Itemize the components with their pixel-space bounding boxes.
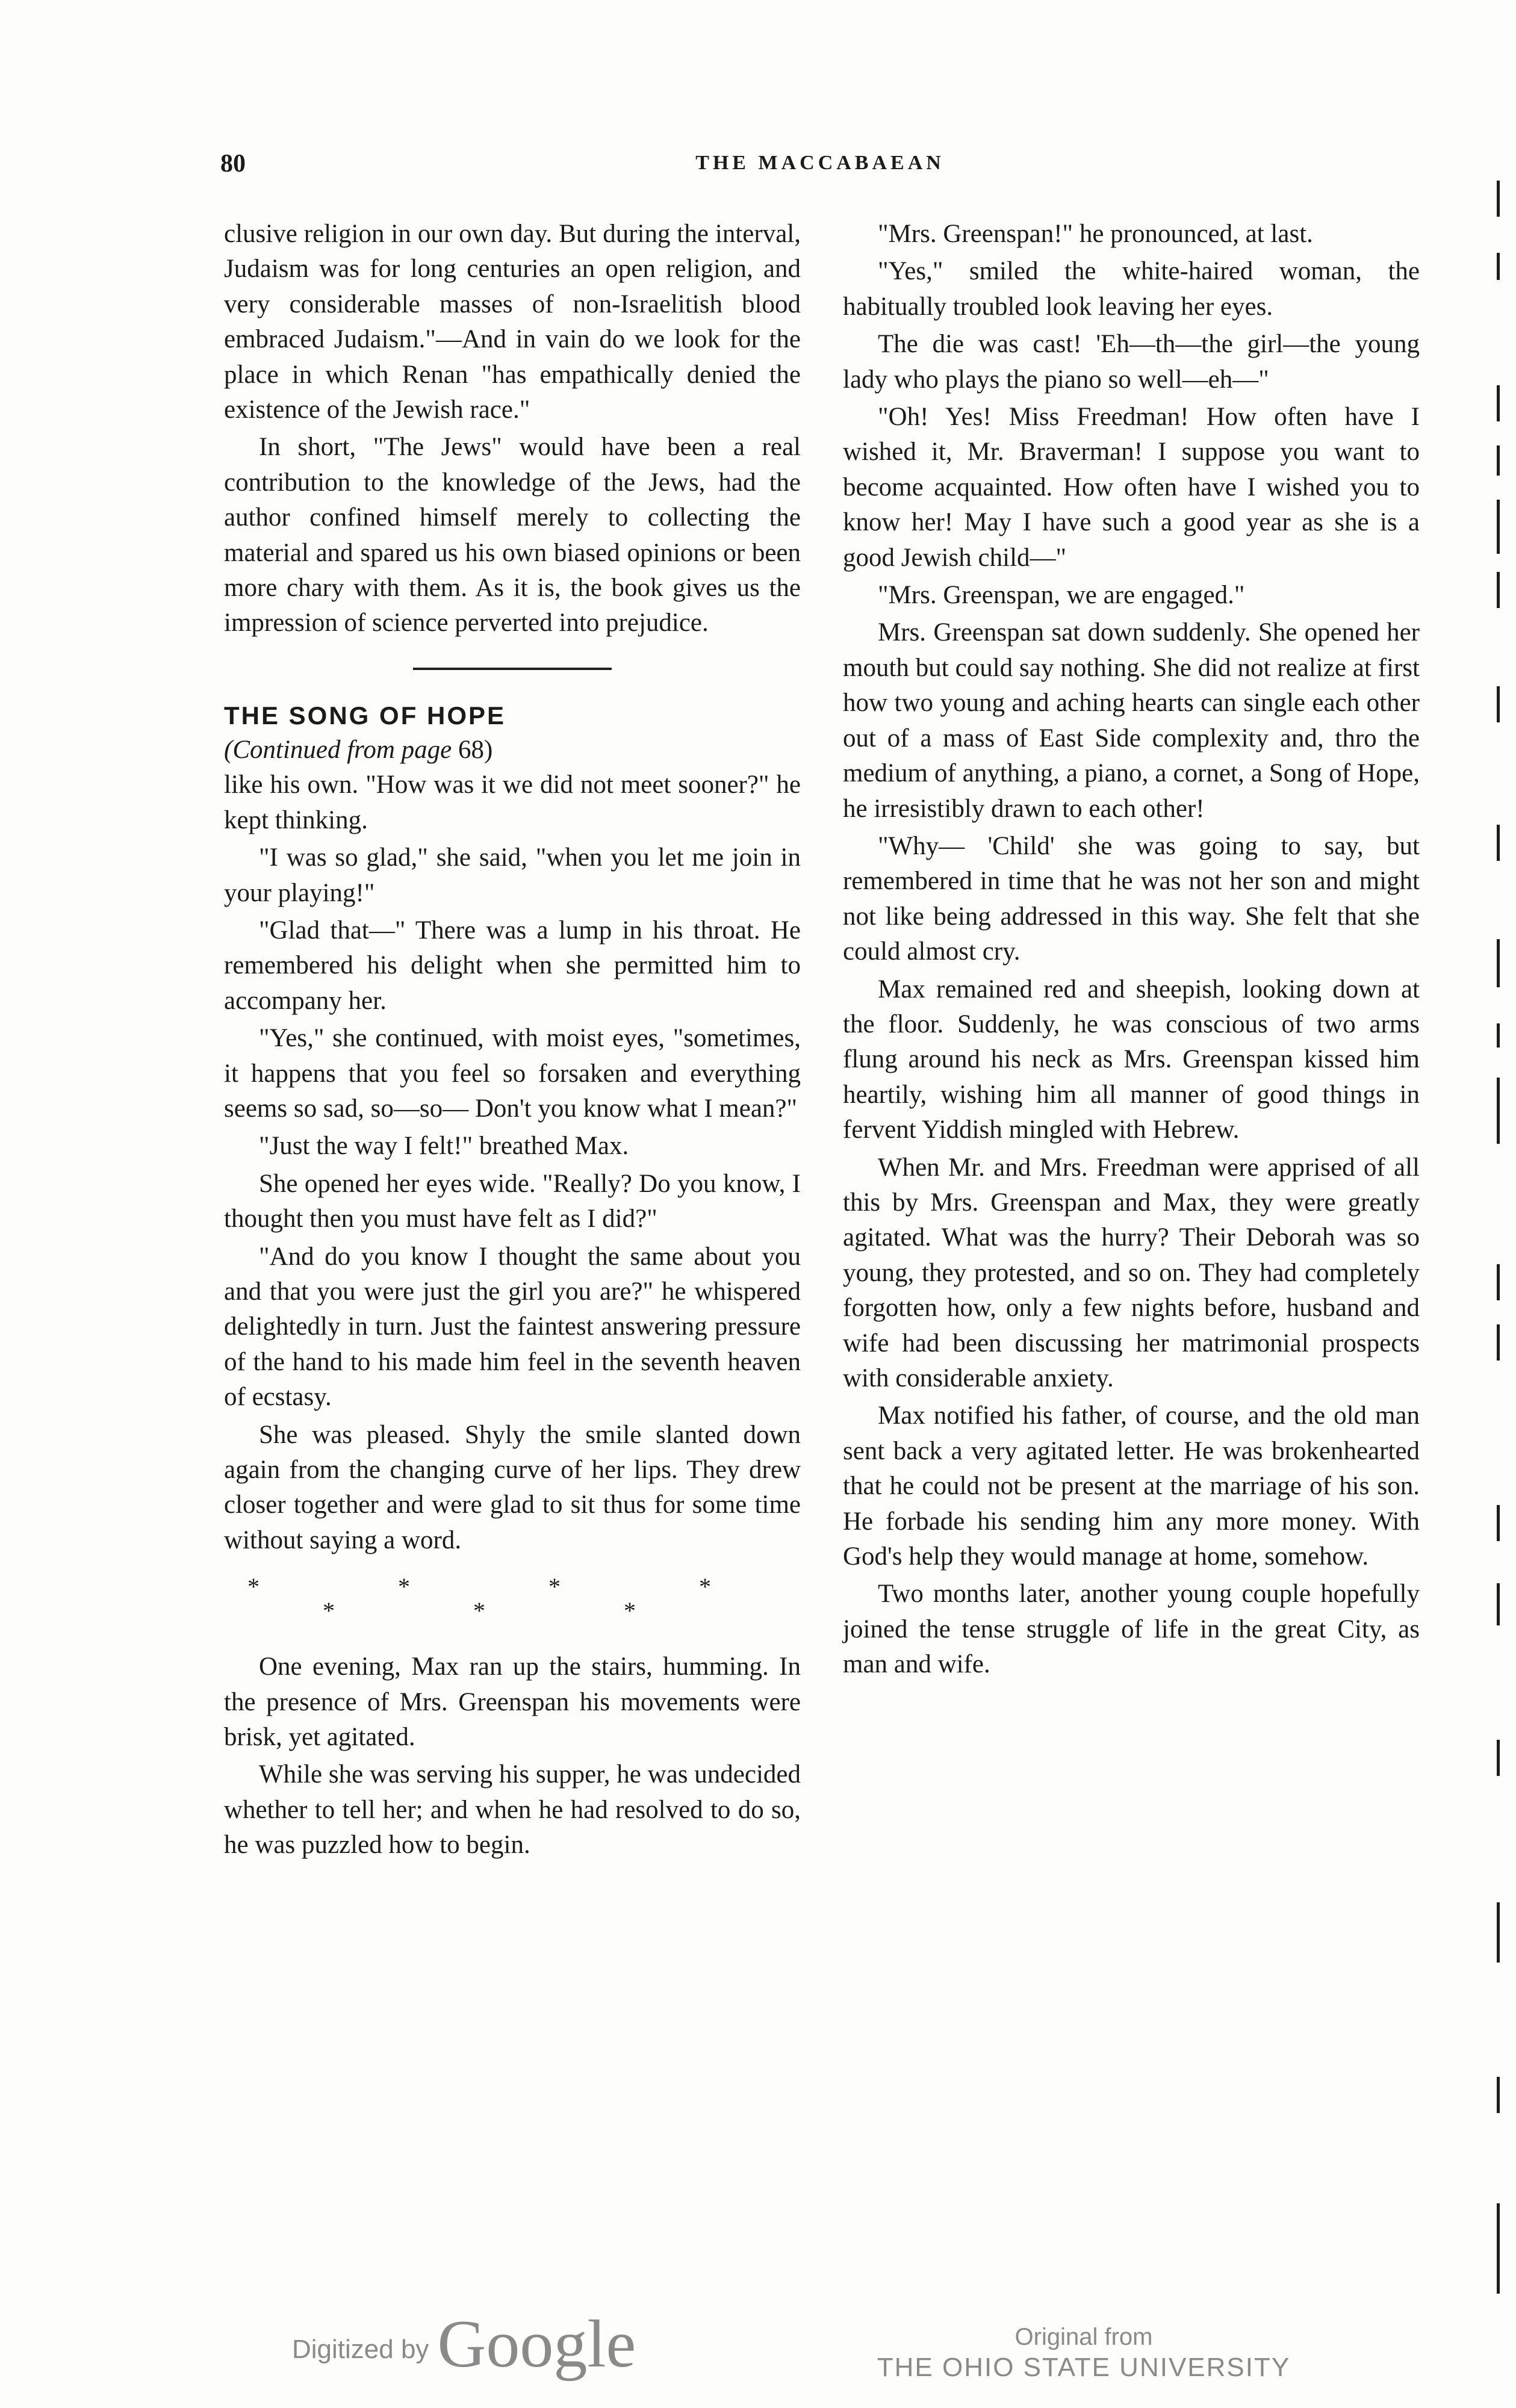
section-divider	[413, 668, 612, 670]
story-paragraph: Max notified his father, of course, and the old man sent back a very agitated letter. He was brokenhearted that he could not be present at the marriage of his son. He forbade his sending him any more money. With God's help they would manage at home, somehow.	[843, 1401, 1420, 1571]
story-paragraph: "Why— 'Child' she was going to say, but remembered in time that he was not her son and might not like being addressed in this way. She felt that she could almost cry.	[843, 831, 1420, 966]
essay-paragraph: In short, "The Jews" would have been a real contribution to the knowledge of the Jews, had the author confined himself merely to collecting the material and spared us his own biased opinions or been more chary with them. As it is, the book gives us the impression of science perverted into prejudice.	[224, 433, 801, 638]
digitized-by-google	[292, 2306, 636, 2382]
section-break-stars: * * * * * * *	[247, 1573, 777, 1625]
story-paragraph: While she was serving his supper, he was undecided whether to tell her; and when he had resolved to do so, he was puzzled how to begin.	[224, 1760, 801, 1860]
edge-mark	[1497, 2203, 1500, 2294]
story-paragraph: Mrs. Greenspan sat down suddenly. She opened her mouth but could say nothing. She did not realize at first how two young and aching hearts can single each other out of a mass of East Side complexity and, thro the medium of anything, a piano, a cornet, a Song of Hope, he irresistibly drawn to each other!	[843, 618, 1420, 823]
edge-mark	[1497, 385, 1500, 421]
story-paragraph: When Mr. and Mrs. Freedman were apprised of all this by Mrs. Greenspan and Max, they were greatly agitated. What was the hurry? Their Deborah was so young, they protested, and so on. They had completely forgotten how, only a few nights before, husband and wife had been discussing her matrimonial prospects with considerable anxiety.	[843, 1153, 1420, 1392]
institution-name: THE OHIO STATE UNIVERSITY	[877, 2353, 1291, 2382]
page-number: 80	[220, 150, 246, 178]
story-paragraph: One evening, Max ran up the stairs, humming. In the presence of Mrs. Greenspan his movements were brisk, yet agitated.	[224, 1652, 801, 1752]
story-paragraph: "Glad that—" There was a lump in his throat. He remembered his delight when she permitted him to accompany her.	[224, 916, 801, 1015]
edge-mark	[1497, 572, 1500, 608]
story-title: THE SONG OF HOPE	[224, 701, 506, 730]
story-paragraph: "Yes," smiled the white-haired woman, the habitually troubled look leaving her eyes.	[843, 257, 1420, 321]
continued-prefix: (Continued from page	[224, 735, 452, 764]
story-paragraph: "And do you know I thought the same about you and that you were just the girl you are?" he whispered delightedly in turn. Just the faintest answering pressure of the hand to his made him feel in the seventh heaven of ecstasy.	[224, 1242, 801, 1412]
story-paragraph: "I was so glad," she said, "when you let me join in your playing!"	[224, 843, 801, 907]
page-header	[220, 149, 1420, 185]
digitized-by-label: Digitized by	[292, 2335, 429, 2364]
scan-edge-marks	[1468, 0, 1516, 2408]
edge-mark	[1497, 1078, 1500, 1144]
edge-mark	[1497, 500, 1500, 554]
edge-mark	[1497, 1740, 1500, 1776]
edge-mark	[1497, 1023, 1500, 1047]
edge-mark	[1497, 1583, 1500, 1625]
story-paragraph: "Mrs. Greenspan, we are engaged."	[878, 581, 1245, 610]
continued-page: 68)	[458, 735, 493, 764]
edge-mark	[1497, 181, 1500, 217]
original-from-label: Original from	[1014, 2324, 1153, 2350]
edge-mark	[1497, 1902, 1500, 1963]
edge-mark	[1497, 445, 1500, 476]
edge-mark	[1497, 686, 1500, 722]
left-column	[224, 217, 801, 1863]
edge-mark	[1497, 2077, 1500, 2113]
essay-paragraph: clusive religion in our own day. But during the interval, Judaism was for long centuries an open religion, and very considerable masses of non-Israelitish blood embraced Judaism."—And in vain do we look for the place in which Renan "has empathically denied the existence of the Jewish race."	[224, 220, 801, 424]
original-source	[843, 2323, 1325, 2384]
journal-title: THE MACCABAEAN	[695, 152, 945, 174]
edge-mark	[1497, 1324, 1500, 1361]
edge-mark	[1497, 1505, 1500, 1541]
story-paragraph: The die was cast! 'Eh—th—the girl—the young lady who plays the piano so well—eh—"	[843, 330, 1420, 394]
story-paragraph: like his own. "How was it we did not meet sooner?" he kept thinking.	[224, 771, 801, 834]
story-paragraph: She was pleased. Shyly the smile slanted down again from the changing curve of her lips. They drew closer together and were glad to sit thus for some time without saying a word.	[224, 1420, 801, 1554]
edge-mark	[1497, 939, 1500, 987]
google-logo: Google	[437, 2307, 636, 2382]
story-paragraph: "Yes," she continued, with moist eyes, "sometimes, it happens that you feel so forsaken and everything seems so sad, so—so— Don't you know what I mean?"	[224, 1024, 801, 1123]
right-column	[843, 217, 1420, 1683]
edge-mark	[1497, 1264, 1500, 1300]
story-paragraph: Max remained red and sheepish, looking down at the floor. Suddenly, he was conscious of two arms flung around his neck as Mrs. Greenspan kissed him heartily, wishing him all manner of good things in fervent Yiddish mingled with Hebrew.	[843, 975, 1420, 1144]
edge-mark	[1497, 825, 1500, 861]
story-paragraph: She opened her eyes wide. "Really? Do you know, I thought then you must have felt as I did?"	[224, 1169, 801, 1233]
story-paragraph: "Mrs. Greenspan!" he pronounced, at last.	[878, 220, 1313, 248]
edge-mark	[1497, 253, 1500, 280]
continued-note	[224, 733, 801, 768]
story-paragraph: Two months later, another young couple hopefully joined the tense struggle of life in the great City, as man and wife.	[843, 1580, 1420, 1679]
story-paragraph: "Oh! Yes! Miss Freedman! How often have I wished it, Mr. Braverman! I suppose you want to become acquainted. How often have I wished you to know her! May I have such a good year as she is a good Jewish child—"	[843, 403, 1420, 572]
story-paragraph: "Just the way I felt!" breathed Max.	[259, 1132, 629, 1161]
